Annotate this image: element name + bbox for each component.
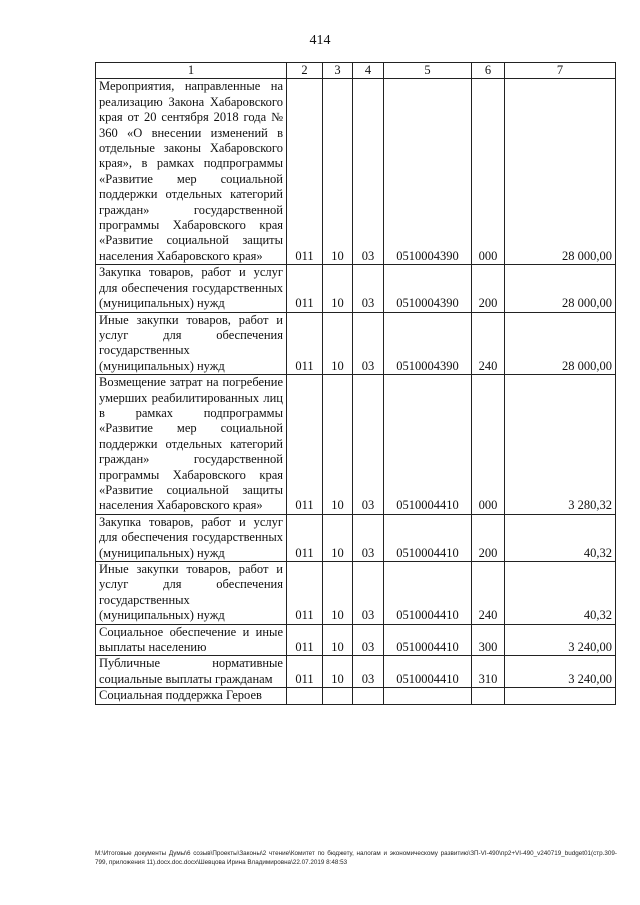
row-col4: 03 — [353, 514, 384, 561]
table-row — [96, 514, 616, 561]
row-col3: 10 — [323, 265, 353, 312]
header-col-6: 6 — [472, 63, 505, 79]
header-col-3: 3 — [323, 63, 353, 79]
header-col-7: 7 — [505, 63, 616, 79]
row-name: Мероприятия, направленные на реализацию Закона Хабаровского края от 20 сентября 2018 года № 360 «О внесении изменений в отдельные законы Хабаровского края», в рамках подпрограммы «Развитие мер социальной поддержки отдельных категорий граждан» государственной программы Хабаровского края «Развитие социальной защиты населения Хабаровского края» — [96, 79, 287, 265]
row-col7: 3 240,00 — [505, 624, 616, 656]
row-col6: 240 — [472, 312, 505, 375]
table-row — [96, 688, 616, 704]
row-col2: 011 — [287, 624, 323, 656]
page-number: 414 — [309, 33, 331, 48]
row-col3: 10 — [323, 656, 353, 688]
row-col5: 0510004410 — [384, 375, 472, 515]
row-col4: 03 — [353, 312, 384, 375]
file-path-footer: M:\Итоговые документы Думы\6 созыв\Проекты\Законы\2 чтение\Комитет по бюджету, налогам и экономическому развитию\ЗП-VI-490\пр2+VI-490_v240719_budget01(стр.309-799, приложения 11).docx.doc.docx\Шевцова Ирина Владимировна\22.07.2019 8:48:53 — [95, 850, 617, 866]
row-col7 — [505, 688, 616, 704]
row-col7: 28 000,00 — [505, 79, 616, 265]
row-col5 — [384, 688, 472, 704]
row-col3: 10 — [323, 562, 353, 625]
row-col4: 03 — [353, 656, 384, 688]
header-col-5: 5 — [384, 63, 472, 79]
table-row — [96, 656, 616, 688]
table-row — [96, 624, 616, 656]
row-col6 — [472, 688, 505, 704]
row-col2: 011 — [287, 79, 323, 265]
table-row — [96, 375, 616, 515]
row-col5: 0510004390 — [384, 79, 472, 265]
table-header-row — [96, 63, 616, 79]
row-col7: 40,32 — [505, 514, 616, 561]
row-col5: 0510004410 — [384, 656, 472, 688]
row-name: Социальное обеспечение и иные выплаты населению — [96, 624, 287, 656]
table-row — [96, 562, 616, 625]
header-col-2: 2 — [287, 63, 323, 79]
row-name: Публичные нормативные социальные выплаты гражданам — [96, 656, 287, 688]
row-col2: 011 — [287, 656, 323, 688]
row-name: Возмещение затрат на погребение умерших реабилитированных лиц в рамках подпрограммы «Развитие мер социальной поддержки отдельных категорий граждан» государственной программы Хабаровского края «Развитие социальной защиты населения Хабаровского края» — [96, 375, 287, 515]
row-col7: 40,32 — [505, 562, 616, 625]
row-col6: 000 — [472, 79, 505, 265]
budget-table — [95, 62, 616, 705]
row-col4: 03 — [353, 265, 384, 312]
row-col4: 03 — [353, 562, 384, 625]
row-col7: 28 000,00 — [505, 265, 616, 312]
table-row — [96, 312, 616, 375]
row-col6: 240 — [472, 562, 505, 625]
row-col3: 10 — [323, 514, 353, 561]
row-col7: 3 240,00 — [505, 656, 616, 688]
row-col2 — [287, 688, 323, 704]
row-col2: 011 — [287, 375, 323, 515]
row-name: Закупка товаров, работ и услуг для обеспечения государственных (муниципальных) нужд — [96, 514, 287, 561]
header-col-4: 4 — [353, 63, 384, 79]
row-col4 — [353, 688, 384, 704]
row-col5: 0510004410 — [384, 624, 472, 656]
row-col3: 10 — [323, 312, 353, 375]
row-col2: 011 — [287, 312, 323, 375]
row-col5: 0510004390 — [384, 312, 472, 375]
row-name: Социальная поддержка Героев — [96, 688, 287, 704]
row-col4: 03 — [353, 375, 384, 515]
row-col6: 000 — [472, 375, 505, 515]
row-col5: 0510004390 — [384, 265, 472, 312]
row-col7: 3 280,32 — [505, 375, 616, 515]
row-col3 — [323, 688, 353, 704]
row-col4: 03 — [353, 624, 384, 656]
row-col5: 0510004410 — [384, 514, 472, 561]
row-col3: 10 — [323, 79, 353, 265]
row-col6: 200 — [472, 514, 505, 561]
row-col3: 10 — [323, 624, 353, 656]
row-col4: 03 — [353, 79, 384, 265]
row-col5: 0510004410 — [384, 562, 472, 625]
header-col-1: 1 — [96, 63, 287, 79]
row-name: Иные закупки товаров, работ и услуг для обеспечения государственных (муниципальных) нужд — [96, 312, 287, 375]
row-col6: 200 — [472, 265, 505, 312]
row-col6: 310 — [472, 656, 505, 688]
row-col2: 011 — [287, 562, 323, 625]
table-row — [96, 265, 616, 312]
row-col6: 300 — [472, 624, 505, 656]
table-row — [96, 79, 616, 265]
row-name: Закупка товаров, работ и услуг для обеспечения государственных (муниципальных) нужд — [96, 265, 287, 312]
row-name: Иные закупки товаров, работ и услуг для обеспечения государственных (муниципальных) нужд — [96, 562, 287, 625]
row-col2: 011 — [287, 265, 323, 312]
row-col3: 10 — [323, 375, 353, 515]
row-col7: 28 000,00 — [505, 312, 616, 375]
row-col2: 011 — [287, 514, 323, 561]
